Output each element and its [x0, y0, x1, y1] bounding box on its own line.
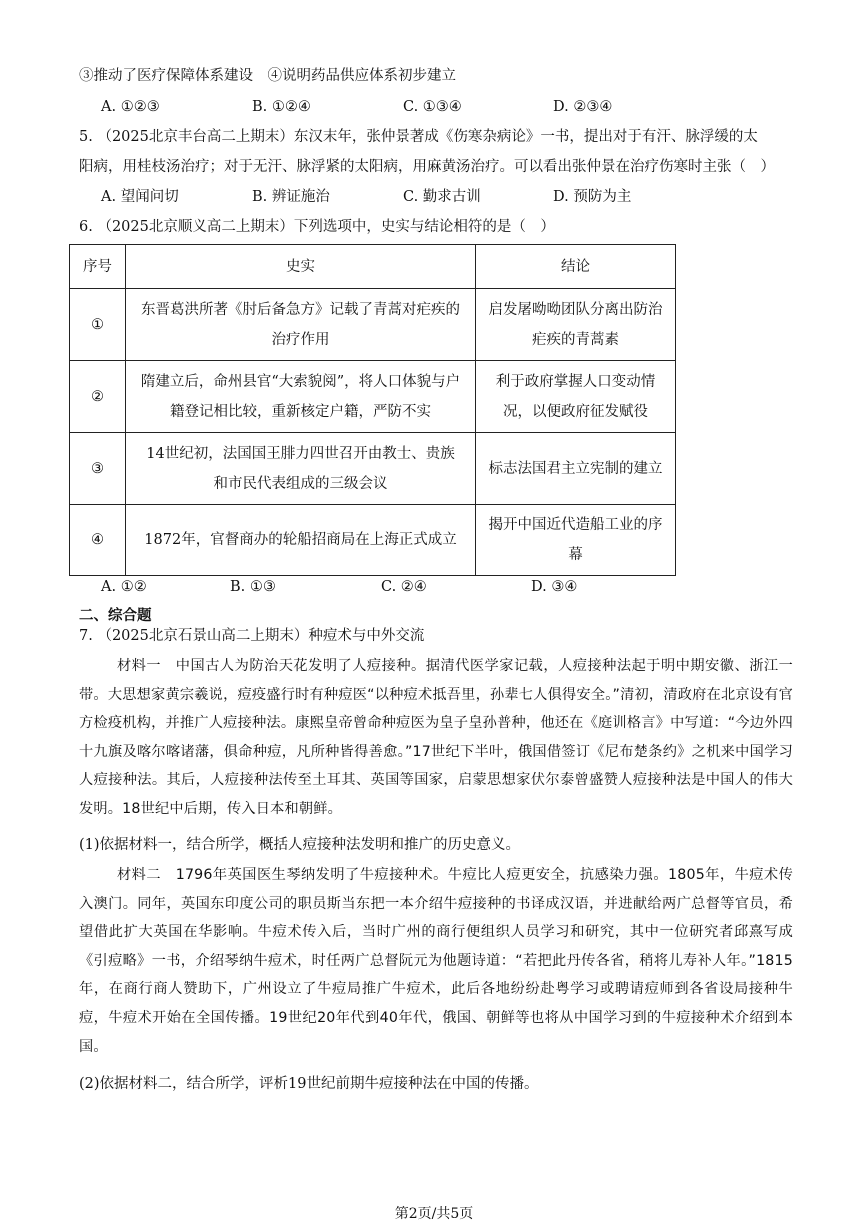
q5-option-d: D. 预防为主 [553, 189, 632, 205]
q5-stem-line1: 5. （2025北京丰台高二上期末）东汉末年，张仲景著成《伤寒杂病论》一书，提出对于有汗、脉浮缓的太 [79, 129, 758, 145]
q5-option-b: B. 辨证施治 [252, 189, 330, 205]
q4-option-d: D. ②③④ [553, 99, 613, 115]
section-heading: 二、综合题 [79, 608, 152, 624]
q5-options [101, 187, 631, 207]
fact-line: 籍登记相比较，重新核定户籍，严防不实 [170, 403, 431, 420]
q7-title: 7. （2025北京石景山高二上期末）种痘术与中外交流 [79, 628, 425, 644]
q5-stem-line2: 阳病，用桂枝汤治疗；对于无汗、脉浮紧的太阳病，用麻黄汤治疗。可以看出张仲景在治疗伤寒时主张（ ） [79, 159, 775, 175]
conclusion-line: 启发屠呦呦团队分离出防治 [488, 301, 663, 318]
q4-option-a: A. ①②③ [101, 99, 160, 115]
material-1: 材料一 中国古人为防治天花发明了人痘接种。据清代医学家记载，人痘接种法起于明中期安徽、浙江一带。大思想家黄宗羲说，痘疫盛行时有种痘医“以种痘术抵吾里，孙辈七人俱得安全。”清初，清政府在北京设有官方检疫机构，并推广人痘接种法。康熙皇帝曾命种痘医为皇子皇孙普种，他还在《庭训格言》中写道：“今边外四十九旗及喀尔喀诸藩，俱命种痘，凡所种皆得善愈。”17世纪下半叶，俄国借签订《尼布楚条约》之机来中国学习人痘接种法。其后，人痘接种法传至土耳其、英国等国家，启蒙思想家伏尔泰曾盛赞人痘接种法是中国人的伟大发明。18世纪中后期，传入日本和朝鲜。 [79, 658, 793, 817]
q6-option-a: A. ①② [101, 579, 147, 595]
q7-sub-question-1: (1)依据材料一，结合所学，概括人痘接种法发明和推广的历史意义。 [79, 837, 521, 853]
q6-option-b: B. ①③ [230, 579, 276, 595]
table-row [70, 361, 676, 433]
row-index: ③ [70, 433, 126, 505]
row-index: ④ [70, 505, 126, 576]
q6-option-d: D. ③④ [531, 579, 578, 595]
row-conclusion [476, 361, 676, 433]
header-fact: 史实 [126, 245, 476, 289]
table-row [70, 289, 676, 361]
material-2: 材料二 1796年英国医生琴纳发明了牛痘接种术。牛痘比人痘更安全，抗感染力强。1805年，牛痘术传入澳门。同年，英国东印度公司的职员斯当东把一本介绍牛痘接种的书译成汉语，并进献给两广总督等官员，希望借此扩大英国在华影响。牛痘术传入后，当时广州的商行便组织人员学习和研究，其中一位研究者邱熹写成《引痘略》一书，介绍琴纳牛痘术，时任两广总督阮元为他题诗道：“若把此丹传各省，稍将儿寿补人年。”1815年，在商行商人赞助下，广州设立了牛痘局推广牛痘术，此后各地纷纷赴粤学习或聘请痘师到各省设局接种牛痘，牛痘术开始在全国传播。19世纪20年代到40年代，俄国、朝鲜等也将从中国学习到的牛痘接种术介绍到本国。 [79, 867, 793, 1055]
fact-line: 和市民代表组成的三级会议 [213, 475, 388, 492]
conclusion-line: 疟疾的青蒿素 [532, 331, 619, 348]
q4-options [101, 97, 612, 117]
row-index: ① [70, 289, 126, 361]
conclusion-line: 利于政府掌握人口变动情 [495, 373, 656, 390]
row-conclusion [476, 505, 676, 576]
q7-sub-question-2: (2)依据材料二，结合所学，评析19世纪前期牛痘接种法在中国的传播。 [79, 1076, 539, 1092]
conclusion-line: 况，以便政府征发赋役 [503, 403, 648, 420]
q4-statements: ③推动了医疗保障体系建设 ④说明药品供应体系初步建立 [79, 68, 456, 84]
q4-option-b: B. ①②④ [252, 99, 311, 115]
page-footer: 第2页/共5页 [394, 1206, 474, 1222]
q6-stem: 6. （2025北京顺义高二上期末）下列选项中，史实与结论相符的是（ ） [79, 219, 555, 235]
row-fact [126, 289, 476, 361]
row-fact [126, 505, 476, 576]
q5-option-c: C. 勤求古训 [403, 189, 481, 205]
table-row [70, 433, 676, 505]
row-fact [126, 433, 476, 505]
conclusion-line: 标志法国君主立宪制的建立 [488, 460, 663, 477]
conclusion-line: 揭开中国近代造船工业的序 [488, 517, 663, 533]
header-conclusion: 结论 [476, 245, 676, 289]
q6-option-c: C. ②④ [381, 579, 427, 595]
q4-option-c: C. ①③④ [403, 99, 462, 115]
row-index: ② [70, 361, 126, 433]
header-index: 序号 [70, 245, 126, 289]
q6-options [101, 577, 577, 597]
table-header-row [70, 245, 676, 289]
fact-line: 1872年，官督商办的轮船招商局在上海正式成立 [144, 532, 457, 548]
fact-line: 隋建立后，命州县官“大索貌阅”，将人口体貌与户 [140, 373, 461, 390]
fact-line: 治疗作用 [271, 331, 330, 348]
q5-option-a: A. 望闻问切 [101, 189, 179, 205]
row-fact [126, 361, 476, 433]
fact-line: 东晋葛洪所著《肘后备急方》记载了青蒿对疟疾的 [141, 301, 460, 318]
row-conclusion [476, 433, 676, 505]
fact-line: 14世纪初，法国国王腓力四世召开由教士、贵族 [146, 445, 455, 462]
row-conclusion [476, 289, 676, 361]
table-row [70, 505, 676, 576]
q6-table [69, 244, 676, 576]
conclusion-line: 幕 [568, 547, 583, 563]
